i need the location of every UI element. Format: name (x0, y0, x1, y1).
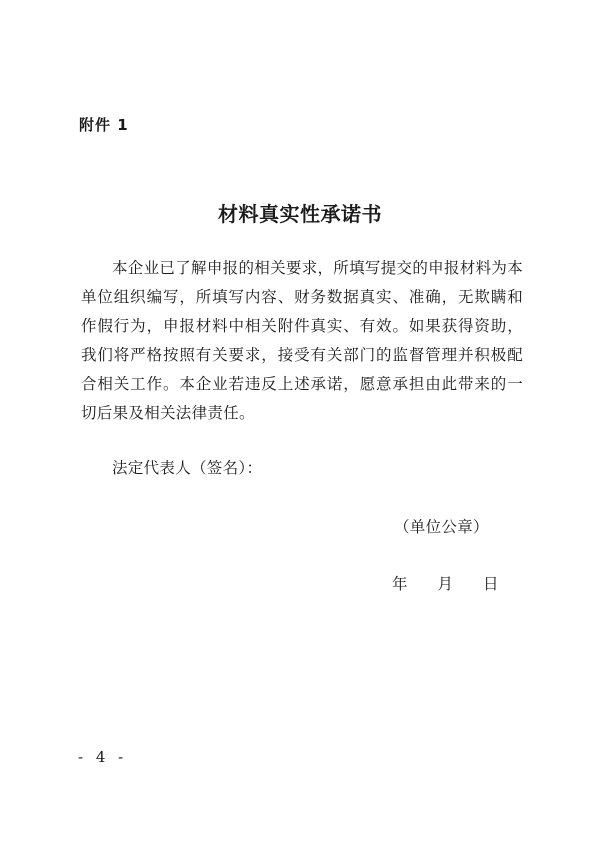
date-year-label: 年 (392, 575, 408, 593)
company-seal-label: （单位公章） (394, 518, 489, 536)
legal-representative-signature-label: 法定代表人（签名）： (112, 459, 263, 477)
commitment-paragraph: 本企业已了解申报的相关要求，所填写提交的申报材料为本单位组织编写，所填写内容、财务数据真实、准确，无欺瞒和作假行为，申报材料中相关附件真实、有效。如果获得资助，我们将严格按照有关要求，接受有关部门的监督管理并积极配合相关工作。本企业若违反上述承诺，愿意承担由此带来的一切后果及相关法律责任。 (81, 259, 523, 422)
date-day-label: 日 (483, 575, 499, 593)
date-line (392, 572, 499, 594)
document-title: 材料真实性承诺书 (218, 202, 382, 226)
attachment-label: 附件 1 (79, 116, 129, 134)
page-number: - 4 - (78, 748, 128, 766)
date-month-label: 月 (437, 575, 454, 593)
